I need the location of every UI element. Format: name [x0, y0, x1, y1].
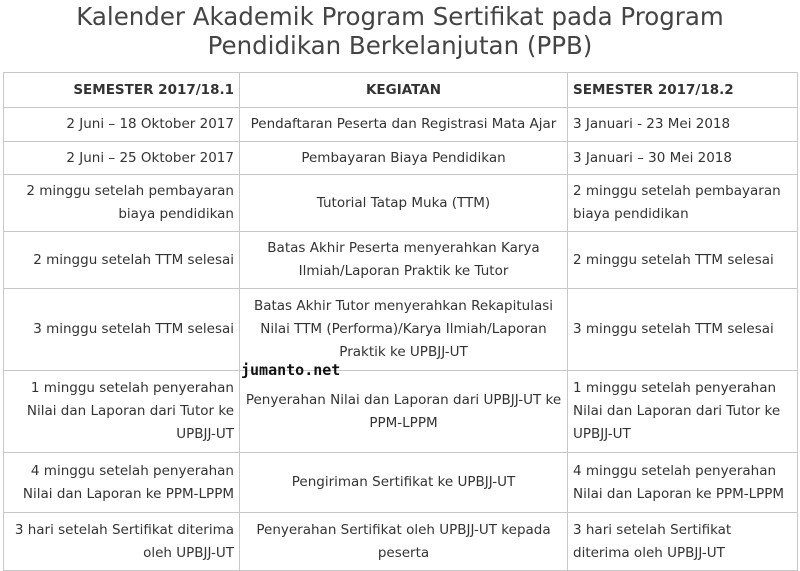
academic-calendar-table: [3, 72, 798, 571]
cell-kegiatan: Pengiriman Sertifikat ke UPBJJ-UT: [240, 453, 568, 513]
cell-semester-2: 3 Januari - 23 Mei 2018: [568, 108, 798, 142]
cell-semester-2: 4 minggu setelah penyerahan Nilai dan Laporan ke PPM-LPPM: [568, 453, 798, 513]
cell-kegiatan: Penyerahan Nilai dan Laporan dari UPBJJ-UT ke PPM-LPPM: [240, 371, 568, 453]
cell-kegiatan: Pendaftaran Peserta dan Registrasi Mata Ajar: [240, 108, 568, 142]
cell-semester-2: 2 minggu setelah TTM selesai: [568, 232, 798, 289]
watermark: jumanto.net: [241, 361, 341, 379]
cell-kegiatan: Batas Akhir Tutor menyerahkan Rekapitulasi Nilai TTM (Performa)/Karya Ilmiah/Laporan Praktik ke UPBJJ-UT: [240, 289, 568, 371]
cell-kegiatan: Batas Akhir Peserta menyerahkan Karya Ilmiah/Laporan Praktik ke Tutor: [240, 232, 568, 289]
table-row: [4, 108, 798, 142]
cell-semester-2: 3 minggu setelah TTM selesai: [568, 289, 798, 371]
cell-semester-1: 4 minggu setelah penyerahan Nilai dan Laporan ke PPM-LPPM: [4, 453, 240, 513]
cell-semester-2: 2 minggu setelah pembayaran biaya pendidikan: [568, 175, 798, 232]
cell-semester-1: 1 minggu setelah penyerahan Nilai dan Laporan dari Tutor ke UPBJJ-UT: [4, 371, 240, 453]
header-semester-2: SEMESTER 2017/18.2: [568, 73, 798, 108]
table-row: [4, 142, 798, 175]
cell-semester-1: 2 Juni – 25 Oktober 2017: [4, 142, 240, 175]
cell-semester-1: 2 minggu setelah pembayaran biaya pendidikan: [4, 175, 240, 232]
table-row: [4, 453, 798, 513]
cell-semester-2: 3 hari setelah Sertifikat diterima oleh UPBJJ-UT: [568, 513, 798, 571]
table-row: [4, 513, 798, 571]
page-title-line-2: Pendidikan Berkelanjutan (PPB): [207, 31, 593, 60]
table-row: [4, 289, 798, 371]
cell-semester-1: 3 hari setelah Sertifikat diterima oleh UPBJJ-UT: [4, 513, 240, 571]
cell-semester-2: 3 Januari – 30 Mei 2018: [568, 142, 798, 175]
page-title-line-1: Kalender Akademik Program Sertifikat pada Program: [76, 2, 724, 31]
page-title: [0, 2, 800, 60]
header-kegiatan: KEGIATAN: [240, 73, 568, 108]
cell-semester-2: 1 minggu setelah penyerahan Nilai dan Laporan dari Tutor ke UPBJJ-UT: [568, 371, 798, 453]
table-row: [4, 175, 798, 232]
cell-semester-1: 3 minggu setelah TTM selesai: [4, 289, 240, 371]
cell-kegiatan: Pembayaran Biaya Pendidikan: [240, 142, 568, 175]
cell-kegiatan: Penyerahan Sertifikat oleh UPBJJ-UT kepada peserta: [240, 513, 568, 571]
cell-semester-1: 2 minggu setelah TTM selesai: [4, 232, 240, 289]
table-row: [4, 371, 798, 453]
table-row: [4, 232, 798, 289]
cell-kegiatan: Tutorial Tatap Muka (TTM): [240, 175, 568, 232]
table-header-row: [4, 73, 798, 108]
header-semester-1: SEMESTER 2017/18.1: [4, 73, 240, 108]
cell-semester-1: 2 Juni – 18 Oktober 2017: [4, 108, 240, 142]
